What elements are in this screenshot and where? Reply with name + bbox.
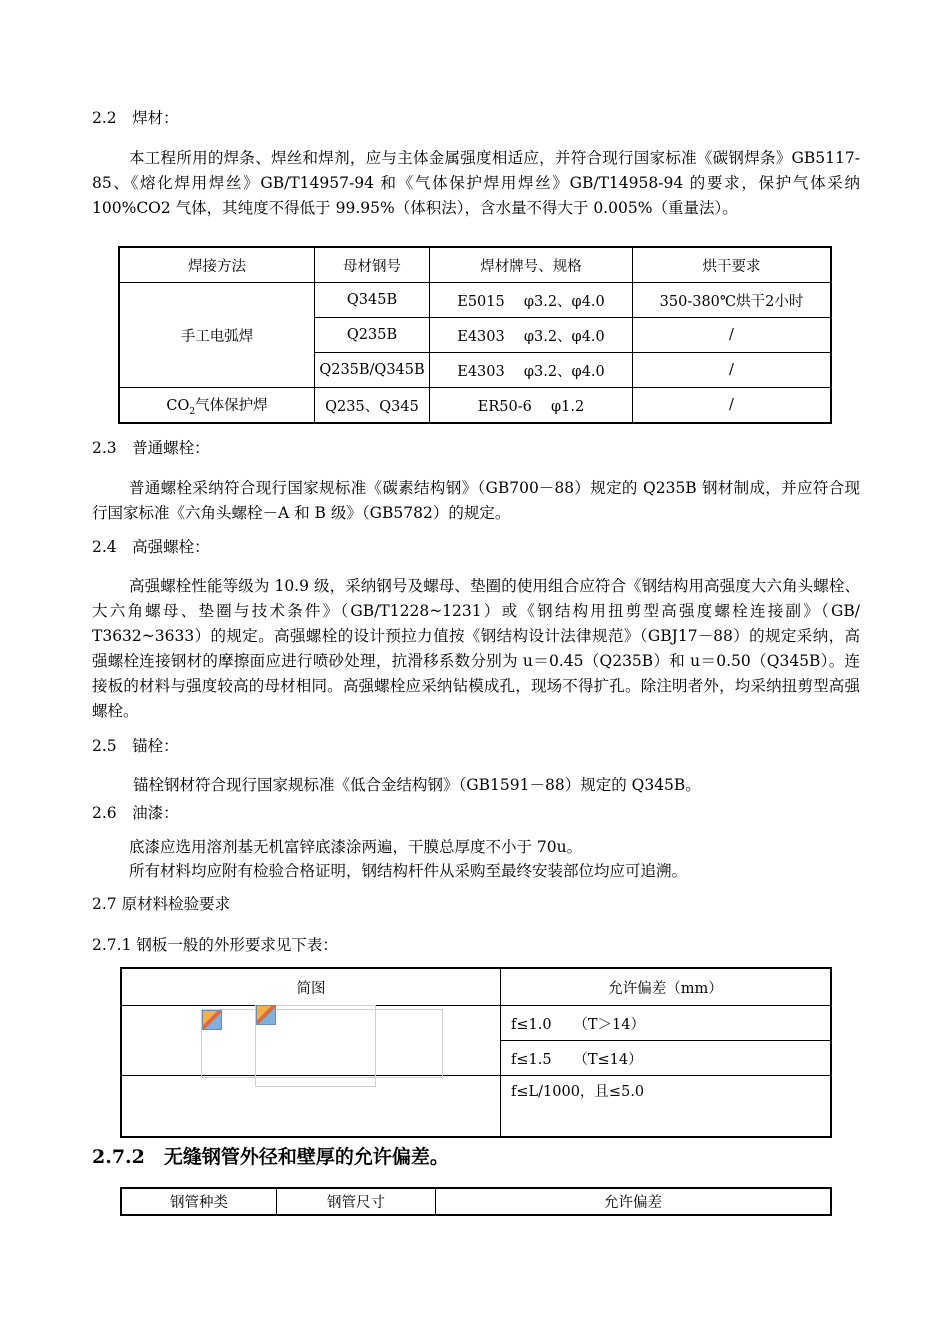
section-2-3-paragraph: 普通螺栓采纳符合现行国家规标准《碳素结构钢》（GB700－88）规定的 Q235B 钢材制成，并应符合现行国家标准《六角头螺栓－A 和 B 级》（GB5782）的规定。	[92, 479, 860, 522]
cell-steel: Q235B/Q345B	[315, 353, 430, 388]
table-header-row	[119, 247, 831, 283]
header-pipe-type: 钢管种类	[121, 1188, 277, 1215]
header-pipe-size: 钢管尺寸	[277, 1188, 436, 1215]
section-2-7-2-heading: 2.7.2 无缝钢管外径和壁厚的允许偏差。	[92, 1146, 449, 1168]
co2-subscript: 2	[189, 406, 196, 417]
header-tolerance: 允许偏差（mm）	[501, 968, 832, 1006]
co2-method	[119, 388, 315, 424]
section-2-5-heading: 2.5 锚栓：	[92, 737, 179, 755]
table-row	[119, 388, 831, 424]
section-2-6-line2: 所有材料均应附有检验合格证明，钢结构杆件从采购至最终安装部位均应可追溯。	[129, 862, 688, 880]
cell-material: ER50-6 φ1.2	[430, 388, 633, 424]
section-2-3-heading: 2.3 普通螺栓：	[92, 439, 210, 457]
table-row	[119, 283, 831, 318]
welding-material-table	[118, 246, 832, 424]
pipe-tolerance-table	[120, 1187, 832, 1216]
section-2-6-line1: 底漆应选用溶剂基无机富锌底漆涂两遍，干膜总厚度不小于 70u。	[129, 838, 583, 856]
cell-drying: /	[633, 318, 832, 353]
header-allowance: 允许偏差	[436, 1188, 832, 1215]
header-drying: 烘干要求	[633, 247, 832, 283]
cell-material: E5015 φ3.2、φ4.0	[430, 283, 633, 318]
header-weld-material: 焊材牌号、规格	[430, 247, 633, 283]
section-2-4-heading: 2.4 高强螺栓：	[92, 538, 210, 556]
section-2-7-heading: 2.7 原材料检验要求	[92, 895, 231, 913]
section-2-5-paragraph: 锚栓钢材符合现行国家规标准《低合金结构钢》（GB1591－88）规定的 Q345B。	[133, 776, 701, 794]
section-2-6-heading: 2.6 油漆：	[92, 804, 179, 822]
cell-drying: 350-380℃烘干2小时	[633, 283, 832, 318]
table-row	[121, 1076, 831, 1138]
header-sketch: 简图	[121, 968, 501, 1006]
cell-steel: Q345B	[315, 283, 430, 318]
tolerance-cell: f≤1.5 （T≤14）	[501, 1041, 832, 1076]
cell-steel: Q235B	[315, 318, 430, 353]
co2-prefix: CO	[166, 397, 190, 414]
section-2-7-1-heading: 2.7.1 钢板一般的外形要求见下表：	[92, 936, 338, 954]
manual-arc-method: 手工电弧焊	[119, 283, 315, 388]
broken-image-icon	[256, 1005, 276, 1025]
header-weld-method: 焊接方法	[119, 247, 315, 283]
broken-image-icon	[202, 1010, 222, 1030]
cell-material: E4303 φ3.2、φ4.0	[430, 353, 633, 388]
section-2-2-heading: 2.2 焊材：	[92, 109, 179, 127]
cell-drying: /	[633, 388, 832, 424]
cell-steel: Q235、Q345	[315, 388, 430, 424]
table-header-row	[121, 968, 831, 1006]
cell-drying: /	[633, 353, 832, 388]
tolerance-cell: f≤1.0 （T＞14）	[501, 1006, 832, 1041]
table-header-row	[121, 1188, 831, 1215]
cell-material: E4303 φ3.2、φ4.0	[430, 318, 633, 353]
section-2-2-paragraph: 本工程所用的焊条、焊丝和焊剂，应与主体金属强度相适应，并符合现行国家标准《碳钢焊条》GB5117-85、《熔化焊用焊丝》GB/T14957-94 和《气体保护焊用焊丝》GB/T14958-94 的要求，保护气体采纳 100%CO2 气体，其纯度不得低于 99.95%（体积法），含水量不得大于 0.005%（重量法）。	[92, 149, 860, 217]
tolerance-cell: f≤L/1000，且≤5.0	[501, 1076, 832, 1138]
co2-suffix: 气体保护焊	[195, 397, 268, 414]
header-base-steel: 母材钢号	[315, 247, 430, 283]
section-2-4-paragraph: 高强螺栓性能等级为 10.9 级，采纳钢号及螺母、垫圈的使用组合应符合《钢结构用高强度大六角头螺栓、大六角螺母、垫圈与技术条件》（GB/T1228~1231）或《钢结构用扭剪型高强度螺栓连接副》（GB/ T3632~3633）的规定。高强螺栓的设计预拉力值按《钢结构设计法律规范》（GBJ17－88）的规定采纳，高强螺栓连接钢材的摩擦面应进行喷砂处理，抗滑移系数分别为 u＝0.45（Q235B）和 u＝0.50（Q345B）。连接板的材料与强度较高的母材相同。高强螺栓应采纳钻模成孔，现场不得扩孔。除注明者外，均采纳扭剪型高强螺栓。	[92, 577, 860, 720]
